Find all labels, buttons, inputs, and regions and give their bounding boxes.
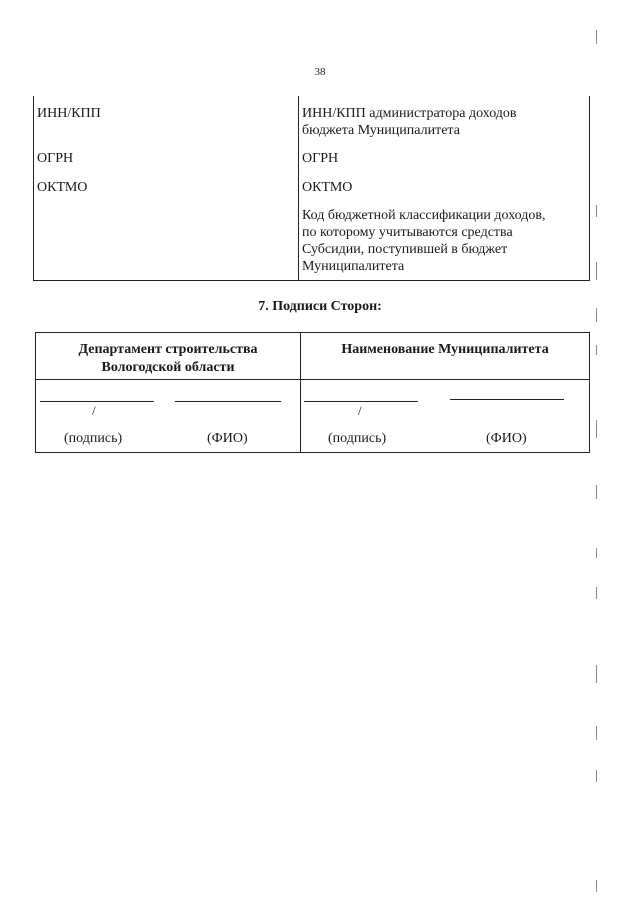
kbk-label	[302, 207, 586, 275]
inn-kpp-admin-line-2: бюджета Муниципалитета	[302, 123, 460, 138]
signature-caption: (подпись)	[328, 431, 387, 446]
scan-artifact	[596, 485, 597, 499]
scan-artifact	[596, 262, 597, 280]
signature-caption: (подпись)	[64, 431, 123, 446]
kbk-line-2: по которому учитываются средства	[302, 225, 513, 240]
signature-line	[40, 401, 154, 402]
ogrn-label-right: ОГРН	[302, 151, 339, 166]
name-line	[175, 401, 281, 402]
name-caption: (ФИО)	[486, 431, 527, 446]
party-left-header	[36, 341, 300, 377]
oktmo-label-right: ОКТМО	[302, 180, 353, 195]
signatures-table	[35, 332, 590, 453]
scan-artifact	[596, 420, 597, 438]
party-right-header: Наименование Муниципалитета	[341, 342, 549, 357]
kbk-line-3: Субсидии, поступившей в бюджет	[302, 242, 508, 257]
oktmo-label: ОКТМО	[37, 180, 88, 195]
scan-artifact	[596, 30, 597, 44]
scan-artifact	[596, 308, 597, 322]
table-right-border	[589, 96, 590, 280]
column-divider	[298, 96, 299, 280]
signature-separator: /	[92, 403, 96, 418]
table-left-border	[33, 96, 34, 280]
scan-artifact	[596, 726, 597, 740]
ogrn-label: ОГРН	[37, 151, 74, 166]
name-line	[450, 399, 564, 400]
section-heading: 7. Подписи Сторон:	[258, 299, 382, 314]
scan-artifact	[596, 205, 597, 217]
kbk-line-4: Муниципалитета	[302, 259, 405, 274]
scan-artifact	[596, 345, 597, 355]
scan-artifact	[596, 587, 597, 599]
page-number: 38	[314, 66, 326, 78]
requisites-table	[33, 96, 590, 281]
scan-artifact	[596, 770, 597, 782]
name-caption: (ФИО)	[207, 431, 248, 446]
inn-kpp-label: ИНН/КПП	[37, 106, 101, 121]
header-divider	[36, 379, 589, 380]
inn-kpp-admin-line-1: ИНН/КПП администратора доходов	[302, 106, 517, 121]
signature-line	[304, 401, 418, 402]
signature-separator: /	[358, 403, 362, 418]
party-left-header-line-2: Вологодской области	[101, 360, 235, 375]
scan-artifact	[596, 665, 597, 683]
party-left-header-line-1: Департамент строительства	[78, 342, 258, 357]
kbk-line-1: Код бюджетной классификации доходов,	[302, 208, 546, 223]
scan-artifact	[596, 548, 597, 558]
scan-artifact	[596, 880, 597, 892]
inn-kpp-admin-label	[302, 105, 586, 139]
